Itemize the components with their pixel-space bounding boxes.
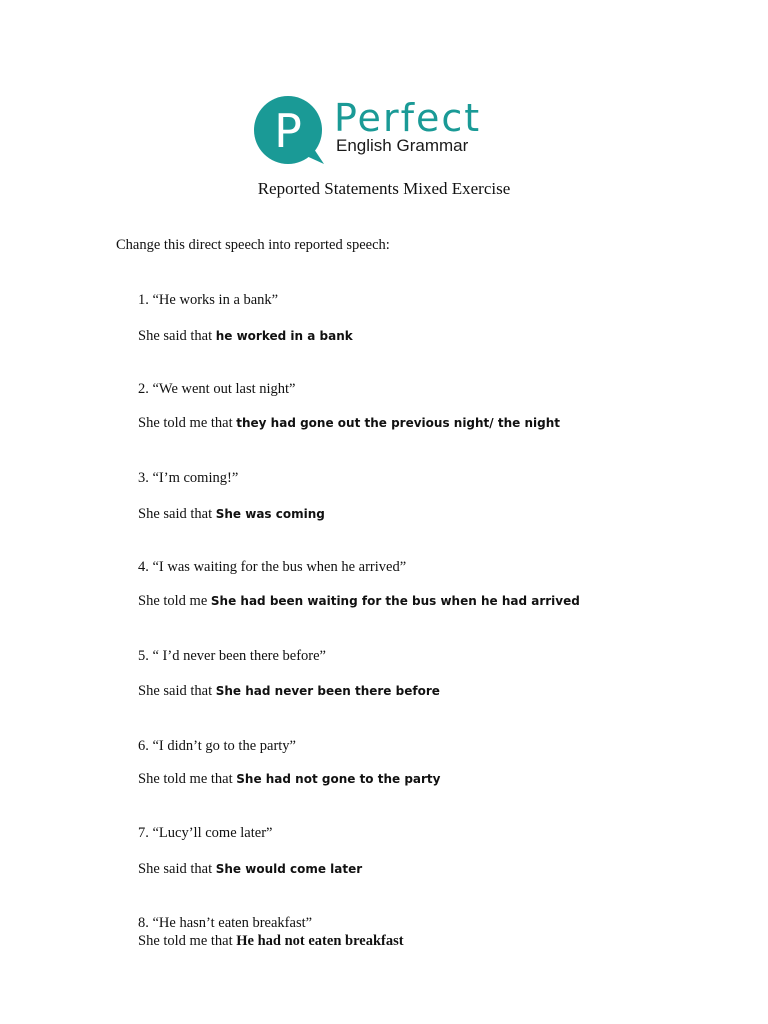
answer-line-5 (138, 682, 440, 700)
answer-text: She had not gone to the party (236, 772, 441, 786)
answer-text: he worked in a bank (215, 329, 353, 343)
question-6: 6. “I didn’t go to the party” (138, 738, 296, 754)
answer-text: He had not eaten breakfast (236, 933, 404, 949)
answer-lead: She said that (138, 861, 216, 877)
question-3: 3. “I’m coming!” (138, 470, 239, 486)
speech-bubble-logo-icon (250, 96, 332, 166)
question-7: 7. “Lucy’ll come later” (138, 825, 273, 841)
answer-line-6 (138, 770, 441, 788)
answer-line-2 (138, 414, 560, 432)
answer-text: they had gone out the previous night/ the night (236, 416, 560, 430)
logo-letter: P (274, 104, 302, 158)
answer-lead: She said that (138, 683, 216, 699)
answer-lead: She told me that (138, 415, 237, 431)
question-1: 1. “He works in a bank” (138, 292, 279, 308)
logo-subtitle: English Grammar (336, 136, 469, 155)
answer-text: She had never been there before (215, 684, 440, 698)
question-2: 2. “We went out last night” (138, 381, 296, 397)
instruction-text: Change this direct speech into reported speech: (116, 237, 390, 253)
question-5: 5. “ I’d never been there before” (138, 648, 326, 664)
answer-text: She had been waiting for the bus when he had arrived (210, 594, 580, 608)
question-8: 8. “He hasn’t eaten breakfast” (138, 915, 313, 931)
question-4: 4. “I was waiting for the bus when he arrived” (138, 559, 407, 575)
answer-lead: She told me (138, 593, 211, 609)
answer-text: She would come later (215, 862, 363, 876)
answer-line-8 (138, 932, 404, 950)
document-title: Reported Statements Mixed Exercise (257, 179, 511, 198)
answer-line-1 (138, 327, 353, 345)
answer-lead: She said that (138, 506, 216, 522)
answer-text: She was coming (215, 507, 325, 521)
answer-lead: She said that (138, 328, 216, 344)
logo-wordmark: Perfect (334, 96, 482, 140)
answer-line-7 (138, 860, 362, 878)
answer-line-4 (138, 592, 580, 610)
answer-lead: She told me that (138, 771, 237, 787)
answer-line-3 (138, 505, 325, 523)
answer-lead: She told me that (138, 933, 237, 949)
logo (250, 96, 520, 168)
